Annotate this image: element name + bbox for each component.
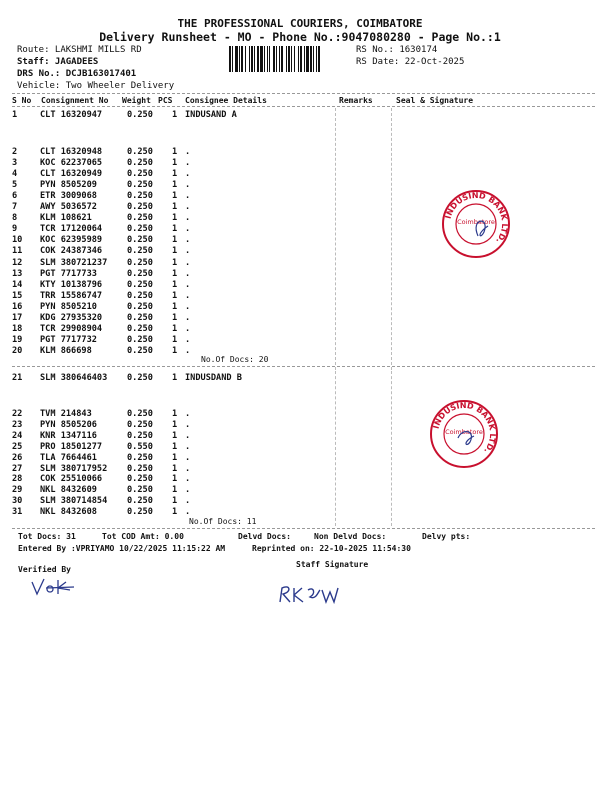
- row-consignment: PYN 8505209: [40, 180, 97, 191]
- total-docs: Tot Docs: 31: [18, 532, 76, 541]
- row-pcs: 1: [172, 507, 178, 518]
- row-weight: 0.250: [127, 312, 153, 323]
- row-sno: 26: [12, 452, 23, 463]
- row-sno: 17: [12, 312, 23, 323]
- row-consignee: .: [185, 409, 191, 419]
- row-consignment: CLT 16320949: [40, 169, 103, 180]
- verified-by-label: Verified By: [18, 565, 71, 574]
- row-pcs: 1: [172, 441, 178, 452]
- row-consignment: TRR 15586747: [40, 290, 103, 301]
- staff-label: Staff: JAGADEES: [17, 57, 99, 67]
- row-sno: 21: [12, 373, 23, 383]
- row-weight: 0.250: [127, 419, 153, 430]
- header-top-rule: [12, 93, 595, 94]
- row-sno: 29: [12, 485, 23, 496]
- delivered-docs: Delvd Docs:: [238, 532, 291, 541]
- header-bottom-rule: [12, 106, 595, 107]
- row-weight: 0.250: [127, 452, 153, 463]
- row-consignee: .: [185, 496, 191, 507]
- delivery-points: Delvy pts:: [422, 532, 471, 541]
- row-consignment: PRO 18501277: [40, 441, 103, 452]
- row-consignment: TCR 17120064: [40, 224, 103, 235]
- col-consignment: Consignment No: [41, 96, 109, 105]
- row-pcs: 1: [172, 312, 178, 323]
- company-title: THE PROFESSIONAL COURIERS, COIMBATORE: [177, 17, 423, 30]
- row-pcs: 1: [172, 268, 178, 279]
- row-sno: 25: [12, 441, 23, 452]
- drs-label: DRS No.: DCJB163017401: [17, 69, 137, 79]
- row-weight: 0.250: [127, 290, 153, 301]
- svg-text:Coimbatore: Coimbatore: [445, 428, 483, 436]
- svg-text:INDUSIND BANK LTD.: INDUSIND BANK LTD.: [431, 400, 498, 456]
- row-consignment: KLM 866698: [40, 345, 92, 356]
- row-consignee: .: [185, 147, 191, 157]
- row-consignee: .: [185, 202, 191, 213]
- row-pcs: 1: [172, 180, 178, 191]
- bank-seal-stamp: [428, 398, 500, 470]
- col-weight: Weight: [122, 96, 151, 105]
- row-weight: 0.250: [127, 409, 153, 419]
- row-pcs: 1: [172, 301, 178, 312]
- row-pcs: 1: [172, 224, 178, 235]
- row-weight: 0.250: [127, 485, 153, 496]
- entered-by: Entered By :VPRIYAMO 10/22/2025 11:15:22 AM: [18, 544, 226, 553]
- row-weight: 0.250: [127, 202, 153, 213]
- row-consignee: .: [185, 430, 191, 441]
- row-consignee: INDUSAND A: [185, 110, 237, 120]
- row-consignee: .: [185, 312, 191, 323]
- row-weight: 0.250: [127, 147, 153, 157]
- row-pcs: 1: [172, 485, 178, 496]
- row-weight: 0.250: [127, 463, 153, 474]
- row-consignee: .: [185, 246, 191, 257]
- row-consignment: KNR 1347116: [40, 430, 97, 441]
- row-consignment: CLT 16320948: [40, 147, 103, 157]
- row-consignee: .: [185, 301, 191, 312]
- row-weight: 0.250: [127, 279, 153, 290]
- route-label: Route: LAKSHMI MILLS RD: [17, 45, 142, 55]
- row-weight: 0.250: [127, 169, 153, 180]
- row-weight: 0.250: [127, 110, 153, 120]
- row-sno: 5: [12, 180, 18, 191]
- row-sno: 8: [12, 213, 18, 224]
- row-pcs: 1: [172, 496, 178, 507]
- row-sno: 22: [12, 409, 23, 419]
- row-sno: 9: [12, 224, 18, 235]
- row-consignee: .: [185, 180, 191, 191]
- row-pcs: 1: [172, 110, 178, 120]
- row-consignment: NKL 8432609: [40, 485, 97, 496]
- row-consignee: .: [185, 268, 191, 279]
- row-sno: 11: [12, 246, 23, 257]
- row-weight: 0.250: [127, 507, 153, 518]
- row-sno: 2: [12, 147, 18, 157]
- row-weight: 0.250: [127, 224, 153, 235]
- row-pcs: 1: [172, 463, 178, 474]
- row-consignee: .: [185, 441, 191, 452]
- col-divider: [335, 108, 336, 370]
- col-divider: [391, 108, 392, 370]
- row-sno: 12: [12, 257, 23, 268]
- bank-seal-stamp: [440, 188, 512, 260]
- row-pcs: 1: [172, 169, 178, 180]
- reprinted-on: Reprinted on: 22-10-2025 11:54:30: [252, 544, 411, 553]
- row-consignment: PGT 7717732: [40, 334, 97, 345]
- runsheet-subtitle: Delivery Runsheet - MO - Phone No.:9047080280 - Page No.:1: [99, 30, 501, 44]
- row-weight: 0.250: [127, 180, 153, 191]
- row-pcs: 1: [172, 373, 178, 383]
- row-weight: 0.250: [127, 496, 153, 507]
- col-consignee: Consignee Details: [185, 96, 267, 105]
- row-consignee: .: [185, 334, 191, 345]
- row-pcs: 1: [172, 323, 178, 334]
- group-separator: [12, 366, 595, 367]
- row-pcs: 1: [172, 246, 178, 257]
- rs-date: RS Date: 22-Oct-2025: [356, 57, 465, 67]
- row-pcs: 1: [172, 147, 178, 157]
- row-consignee: .: [185, 257, 191, 268]
- row-weight: 0.250: [127, 257, 153, 268]
- row-consignee: .: [185, 158, 191, 169]
- row-consignment: KOC 62237065: [40, 158, 103, 169]
- row-sno: 20: [12, 345, 23, 356]
- row-consignee: .: [185, 452, 191, 463]
- row-consignee: .: [185, 191, 191, 202]
- row-consignee: .: [185, 235, 191, 246]
- row-weight: 0.250: [127, 345, 153, 356]
- total-cod: Tot COD Amt: 0.00: [102, 532, 184, 541]
- group1-doc-count: No.Of Docs: 20: [201, 355, 269, 364]
- verified-signature-image: [28, 576, 78, 598]
- row-consignment: AWY 5036572: [40, 202, 97, 213]
- row-consignment: SLM 380717952: [40, 463, 108, 474]
- row-sno: 4: [12, 169, 18, 180]
- row-weight: 0.250: [127, 301, 153, 312]
- row-consignment: SLM 380714854: [40, 496, 108, 507]
- row-weight: 0.250: [127, 235, 153, 246]
- row-sno: 27: [12, 463, 23, 474]
- non-delivered-docs: Non Delvd Docs:: [314, 532, 387, 541]
- row-pcs: 1: [172, 235, 178, 246]
- row-consignee: .: [185, 169, 191, 180]
- row-consignment: KOC 62395989: [40, 235, 103, 246]
- rs-number: RS No.: 1630174: [356, 45, 438, 55]
- row-sno: 23: [12, 419, 23, 430]
- staff-signature-label: Staff Signature: [296, 560, 369, 569]
- row-consignee: .: [185, 463, 191, 474]
- vehicle-label: Vehicle: Two Wheeler Delivery: [17, 81, 175, 91]
- group2-doc-count: No.Of Docs: 11: [189, 517, 257, 526]
- row-sno: 16: [12, 301, 23, 312]
- row-consignment: TCR 29908904: [40, 323, 103, 334]
- svg-text:Coimbatore: Coimbatore: [457, 218, 495, 226]
- row-pcs: 1: [172, 279, 178, 290]
- row-sno: 3: [12, 158, 18, 169]
- row-consignment: KLM 108621: [40, 213, 92, 224]
- row-consignment: PGT 7717733: [40, 268, 97, 279]
- row-weight: 0.250: [127, 334, 153, 345]
- row-weight: 0.250: [127, 213, 153, 224]
- row-sno: 10: [12, 235, 23, 246]
- row-sno: 28: [12, 474, 23, 485]
- row-consignment: CLT 16320947: [40, 110, 103, 120]
- row-weight: 0.250: [127, 373, 153, 383]
- row-weight: 0.250: [127, 474, 153, 485]
- row-consignee: INDUSDAND B: [185, 373, 242, 383]
- row-sno: 6: [12, 191, 18, 202]
- row-sno: 30: [12, 496, 23, 507]
- row-consignment: TLA 7664461: [40, 452, 97, 463]
- row-consignee: .: [185, 213, 191, 224]
- row-sno: 14: [12, 279, 23, 290]
- row-pcs: 1: [172, 191, 178, 202]
- row-pcs: 1: [172, 474, 178, 485]
- row-pcs: 1: [172, 409, 178, 419]
- row-consignee: .: [185, 224, 191, 235]
- row-consignment: NKL 8432608: [40, 507, 97, 518]
- row-consignee: .: [185, 323, 191, 334]
- row-consignee: .: [185, 485, 191, 496]
- row-consignee: .: [185, 507, 191, 518]
- row-sno: 19: [12, 334, 23, 345]
- row-consignee: .: [185, 474, 191, 485]
- row-pcs: 1: [172, 345, 178, 356]
- row-consignee: .: [185, 419, 191, 430]
- footer-rule: [12, 528, 595, 529]
- row-sno: 1: [12, 110, 18, 120]
- barcode-image: [229, 46, 353, 72]
- row-sno: 24: [12, 430, 23, 441]
- row-weight: 0.250: [127, 191, 153, 202]
- row-pcs: 1: [172, 419, 178, 430]
- row-consignment: SLM 380721237: [40, 257, 108, 268]
- row-consignment: PYN 8505206: [40, 419, 97, 430]
- row-weight: 0.250: [127, 268, 153, 279]
- row-sno: 7: [12, 202, 18, 213]
- col-divider: [335, 371, 336, 526]
- staff-signature-image: [276, 582, 346, 608]
- col-remarks: Remarks: [339, 96, 373, 105]
- row-sno: 15: [12, 290, 23, 301]
- row-consignment: ETR 3009068: [40, 191, 97, 202]
- row-pcs: 1: [172, 158, 178, 169]
- row-pcs: 1: [172, 334, 178, 345]
- col-sno: S No: [12, 96, 32, 105]
- row-consignment: KDG 27935320: [40, 312, 103, 323]
- row-sno: 13: [12, 268, 23, 279]
- row-weight: 0.250: [127, 158, 153, 169]
- row-consignment: COK 24387346: [40, 246, 103, 257]
- col-divider: [391, 371, 392, 526]
- row-consignee: .: [185, 345, 191, 356]
- row-sno: 18: [12, 323, 23, 334]
- row-weight: 0.250: [127, 430, 153, 441]
- row-consignment: KTY 10138796: [40, 279, 103, 290]
- row-consignee: .: [185, 290, 191, 301]
- col-pcs: PCS: [158, 96, 173, 105]
- row-pcs: 1: [172, 290, 178, 301]
- row-consignment: SLM 380646403: [40, 373, 108, 383]
- row-weight: 0.550: [127, 441, 153, 452]
- row-pcs: 1: [172, 430, 178, 441]
- row-pcs: 1: [172, 213, 178, 224]
- row-sno: 31: [12, 507, 23, 518]
- svg-text:INDUSIND BANK LTD.: INDUSIND BANK LTD.: [443, 190, 510, 246]
- row-pcs: 1: [172, 202, 178, 213]
- row-consignment: TVM 214843: [40, 409, 92, 419]
- row-pcs: 1: [172, 452, 178, 463]
- row-weight: 0.250: [127, 323, 153, 334]
- row-consignment: COK 25510066: [40, 474, 103, 485]
- row-pcs: 1: [172, 257, 178, 268]
- col-seal: Seal & Signature: [396, 96, 474, 105]
- row-consignment: PYN 8505210: [40, 301, 97, 312]
- row-consignee: .: [185, 279, 191, 290]
- row-weight: 0.250: [127, 246, 153, 257]
